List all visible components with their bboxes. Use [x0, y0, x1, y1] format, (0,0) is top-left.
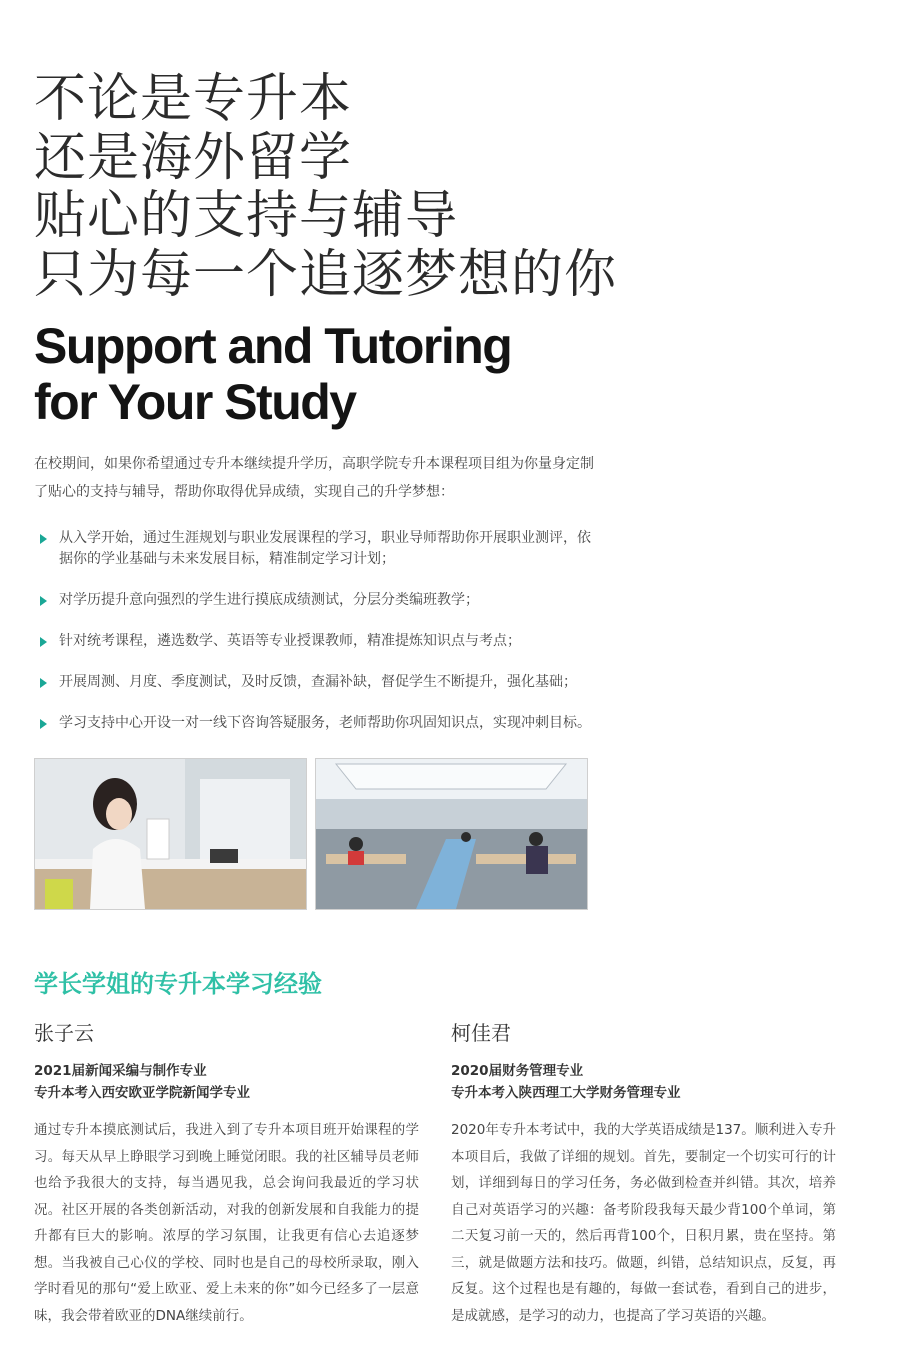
support-list-item	[34, 672, 594, 693]
english-headline-line: Support and Tutoring	[34, 318, 512, 374]
headline-line: 还是海外留学	[34, 127, 353, 188]
support-item-text: 学习支持中心开设一对一线下咨询答疑服务，老师帮助你巩固知识点，实现冲刺目标。	[59, 715, 591, 731]
headline-line: 只为每一个追逐梦想的你	[34, 244, 618, 305]
student-studying-photo	[34, 758, 307, 910]
english-headline	[34, 318, 511, 430]
student-meta	[34, 1060, 419, 1104]
student-story: 通过专升本摸底测试后，我进入到了专升本项目班开始课程的学习。每天从早上睁眼学习到晚上睡觉闭眼。我的社区辅导员老师也给予我很大的支持，每当遇见我，总会询问我最近的学习状况。社区开展的各类创新活动，对我的创新发展和自我能力的提升都有巨大的影响。浓厚的学习氛围，让我更有信心去追逐梦想。当我被自己心仪的学校、同时也是自己的母校所录取，刚入学时看见的那句“爱上欧亚、爱上未来的你”如今已经多了一层意味，我会带着欧亚的DNA继续前行。	[34, 1122, 419, 1324]
headline-line: 贴心的支持与辅导	[34, 186, 459, 246]
testimonial-card	[34, 1018, 419, 1329]
testimonial-card	[451, 1018, 836, 1329]
student-name: 张子云	[34, 1021, 94, 1045]
chinese-headline	[34, 70, 617, 304]
student-admission: 专升本考入陕西理工大学财务管理专业	[451, 1085, 681, 1101]
triangle-bullet-icon	[40, 719, 47, 729]
support-item-text: 从入学开始，通过生涯规划与职业发展课程的学习，职业导师帮助你开展职业测评，依据你的学业基础与未来发展目标，精准制定学习计划；	[59, 530, 591, 567]
support-list	[34, 528, 594, 754]
triangle-bullet-icon	[40, 596, 47, 606]
intro-paragraph: 在校期间，如果你希望通过专升本继续提升学历，高职学院专升本课程项目组为你量身定制了贴心的支持与辅导，帮助你取得优异成绩，实现自己的升学梦想：	[34, 456, 594, 500]
triangle-bullet-icon	[40, 678, 47, 688]
student-class: 2021届新闻采编与制作专业	[34, 1063, 207, 1079]
section-heading: 学长学姐的专升本学习经验	[34, 970, 322, 998]
support-item-text: 对学历提升意向强烈的学生进行摸底成绩测试，分层分类编班教学；	[59, 592, 479, 608]
student-studying-illustration	[35, 759, 306, 909]
support-item-text: 开展周测、月度、季度测试，及时反馈，查漏补缺，督促学生不断提升，强化基础；	[59, 674, 577, 690]
triangle-bullet-icon	[40, 534, 47, 544]
english-headline-line: for Your Study	[34, 374, 356, 430]
student-story: 2020年专升本考试中，我的大学英语成绩是137。顺利进入专升本项目后，我做了详细的规划。首先，要制定一个切实可行的计划，详细到每日的学习任务，务必做到检查并纠错。其次，培养自己对英语学习的兴趣：备考阶段我每天最少背100个单词，第二天复习前一天的，然后再背100个，日积月累，贵在坚持。第三，就是做题方法和技巧。做题，纠错，总结知识点，反复，再反复。这个过程也是有趣的，每做一套试卷，看到自己的进步，是成就感，是学习的动力，也提高了学习英语的兴趣。	[451, 1122, 836, 1324]
support-item-text: 针对统考课程，遴选数学、英语等专业授课教师，精准提炼知识点与考点；	[59, 633, 521, 649]
student-admission: 专升本考入西安欧亚学院新闻学专业	[34, 1085, 250, 1101]
support-list-item	[34, 528, 594, 570]
student-meta	[451, 1060, 836, 1104]
triangle-bullet-icon	[40, 637, 47, 647]
headline-line: 不论是专升本	[34, 69, 353, 129]
support-list-item	[34, 713, 594, 734]
student-class: 2020届财务管理专业	[451, 1063, 584, 1079]
study-hall-illustration	[316, 759, 587, 909]
support-list-item	[34, 631, 594, 652]
support-list-item	[34, 590, 594, 611]
student-name: 柯佳君	[451, 1021, 511, 1045]
study-hall-photo	[315, 758, 588, 910]
